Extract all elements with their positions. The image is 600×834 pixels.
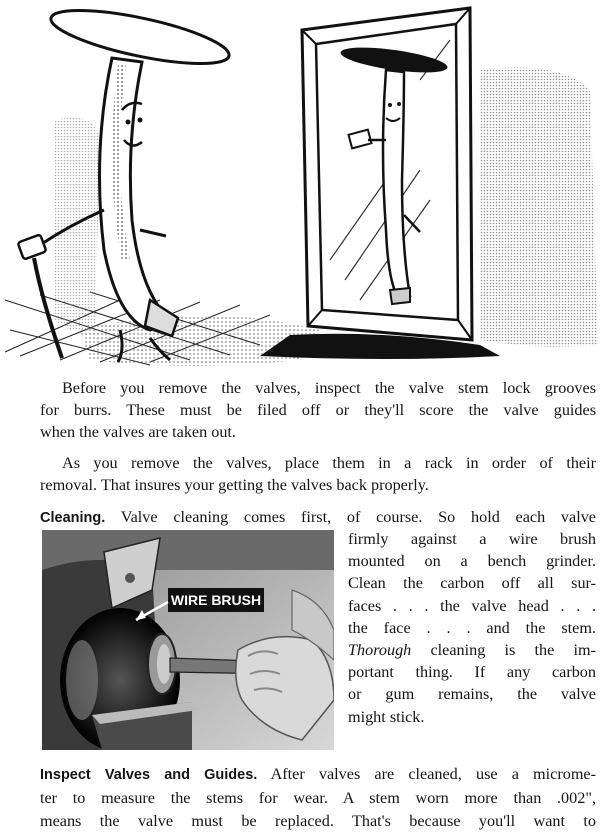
text-line: firmly against a wire brush <box>348 530 596 548</box>
text-line: the face . . . and the stem. <box>348 618 596 637</box>
inspect-heading: Inspect Valves and Guides. <box>40 767 258 783</box>
text-fragment: cleaning is the im- <box>411 641 596 660</box>
text-line: or gum remains, the valve <box>348 685 596 704</box>
text-line: faces . . . the valve head . . . <box>348 596 596 615</box>
text-line <box>40 763 596 787</box>
text-line: mounted on a bench grinder. <box>348 552 596 571</box>
text-line: might stick. <box>348 707 425 726</box>
text-line: As you remove the valves, place them in a rack in order of their <box>62 454 596 472</box>
cleaning-heading: Cleaning. <box>40 510 106 526</box>
text-line: for burrs. These must be filed off or they'll score the valve guides <box>40 401 596 419</box>
cleaning-paragraph-start <box>40 506 596 529</box>
text-line: removal. That insures your getting the valves back properly. <box>40 476 429 494</box>
intro-paragraph <box>40 377 596 443</box>
text-line: Valve cleaning comes first, of course. So hold each valve <box>105 508 596 526</box>
valve-cartoon-illustration <box>0 0 600 372</box>
inspect-paragraph <box>40 763 596 833</box>
text-line: means the valve must be replaced. That's because you'll want to <box>40 812 596 830</box>
emphasis-thorough: Thorough <box>348 641 412 660</box>
text-line: portant thing. If any carbon <box>348 663 596 682</box>
wire-brush-label: WIRE BRUSH <box>170 592 262 608</box>
cleaning-paragraph-wrap <box>348 528 596 728</box>
text-line: ter to measure the stems for wear. A stem worn more than .002", <box>40 789 596 807</box>
text-fragment: After valves are cleaned, use a microme- <box>257 765 596 783</box>
wire-brush-photo <box>42 530 334 750</box>
text-line: Before you remove the valves, inspect the valve stem lock grooves <box>62 379 596 397</box>
removal-paragraph <box>40 452 596 496</box>
text-line <box>348 639 596 661</box>
text-line: when the valves are taken out. <box>40 423 236 441</box>
text-line: Clean the carbon off all sur- <box>348 574 596 593</box>
